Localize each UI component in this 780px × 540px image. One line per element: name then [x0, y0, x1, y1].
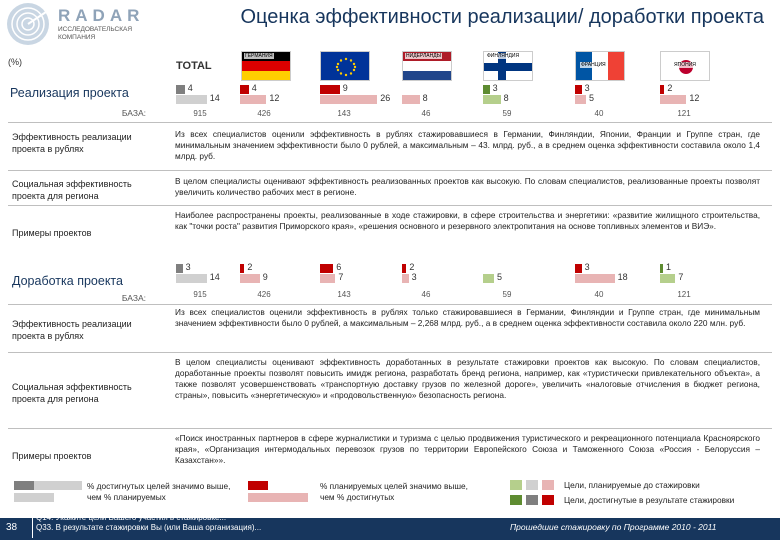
bar-label-planned: 14	[209, 272, 220, 282]
bar-label-achieved: 2	[409, 262, 415, 272]
row-text: В целом специалисты оценивают эффективность доработанных в результате стажировки проектов как высокую. По словам специалистов, доработанные проекты позволят повысить имидж региона, разработать бренд региона, например, как «туристически привлекательного объекта», а также позволят усовершенствовать «транспортную доставку грузов по железной дороге», увеличить «налоговые отчисления в бюджет региона, страны», повысить «энергетическую» и «продовольственную» безопасность региона.	[175, 357, 760, 400]
japan-flag-icon	[660, 51, 710, 81]
flag-label: ЯПОНИЯ	[674, 62, 696, 68]
divider	[8, 352, 772, 353]
bar-label-planned: 5	[589, 93, 595, 103]
bar-planned	[176, 274, 207, 283]
legend-item-3: Цели, планируемые до стажировки	[564, 480, 700, 490]
germany-flag-icon	[241, 51, 291, 81]
bar-planned	[240, 274, 260, 283]
bar-label-achieved: 6	[336, 262, 342, 272]
bar-planned	[402, 274, 409, 283]
bar-achieved	[660, 85, 664, 94]
base-label: БАЗА:	[121, 108, 146, 118]
logo-subtitle: ИССЛЕДОВАТЕЛЬСКАЯ КОМПАНИЯ	[58, 26, 133, 41]
divider	[8, 428, 772, 429]
row-label: Эффективность реализации проекта в рублях	[12, 132, 132, 154]
bar-planned	[402, 95, 420, 104]
divider	[8, 304, 772, 305]
divider	[8, 170, 772, 171]
base-value: 40	[594, 109, 604, 118]
page-number: 38	[6, 522, 18, 533]
bar-achieved	[176, 264, 183, 273]
bar-achieved	[402, 264, 406, 273]
bar-label-planned: 12	[689, 93, 700, 103]
row-text: «Поиск иностранных партнеров в сфере журналистики и туризма с целью продвижения туристического и рекреационного потенциала Красноярского края», «Организация интермодальных перевозок грузов по территории Европейского Союза и Таможенного Союза «Россия - Белоруссия – Казахстан»».	[175, 433, 760, 465]
eu-flag-icon	[320, 51, 370, 81]
flag-label: ГЕРМАНИЯ	[245, 53, 273, 59]
row-label: Примеры проектов	[12, 228, 92, 238]
row-text: Из всех специалистов оценили эффективность в рублях только стажировавшиеся в Германии, Финляндии и Группе стран, где минимальным значением эффективности было 0 рублей, а максимальным – 2,268 млрд. руб., а в среднем оценка эффективности составила около 220 млн. руб.	[175, 307, 760, 328]
divider	[8, 122, 772, 123]
legend-swatch-gray	[14, 481, 82, 490]
bar-label-planned: 7	[678, 272, 684, 282]
bar-label-planned: 12	[269, 93, 280, 103]
base-value: 915	[193, 109, 207, 118]
bar-planned	[320, 95, 377, 104]
base-value: 426	[257, 290, 271, 299]
flag-label: НИДЕРЛАНДЫ	[406, 53, 442, 59]
base-value: 143	[337, 109, 351, 118]
flag-label: ФРАНЦИЯ	[581, 62, 606, 68]
bar-achieved	[240, 264, 244, 273]
legend-item-1: % достигнутых целей значимо выше, чем % планируемых	[87, 481, 231, 502]
bar-label-achieved: 4	[251, 83, 257, 93]
legend-item-4: Цели, достигнутые в результате стажировки	[564, 495, 735, 505]
finland-flag-icon	[483, 51, 533, 81]
bar-planned	[240, 95, 266, 104]
divider	[8, 205, 772, 206]
bar-achieved	[320, 85, 340, 94]
bar-planned	[176, 95, 207, 104]
bar-achieved	[483, 85, 490, 94]
implementation-section-title: Реализация проекта	[10, 86, 129, 100]
base-value: 40	[594, 290, 604, 299]
bar-label-planned: 5	[497, 272, 503, 282]
bar-label-planned: 9	[262, 272, 268, 282]
legend-swatch-gray-2	[14, 493, 82, 502]
bar-label-achieved: 4	[187, 83, 193, 93]
base-value: 121	[677, 290, 691, 299]
bar-label-planned: 8	[422, 93, 428, 103]
bar-label-planned: 3	[411, 272, 417, 282]
bar-planned	[320, 274, 335, 283]
row-text: Наиболее распространены проекты, реализованные в ходе стажировки, в сфере строительства и энергетики: «развитие жилищного строительства, как "точки роста" развития Приморского края», «решения основного и резервного электропитания на основе топливных элементов и ВИЭ».	[175, 210, 760, 231]
legend-swatch-red-2	[248, 493, 316, 502]
bar-achieved	[660, 264, 663, 273]
legend-swatch-planned	[510, 480, 558, 490]
france-flag-icon	[575, 51, 625, 81]
bar-planned	[660, 95, 686, 104]
row-text: В целом специалисты оценивают эффективность реализованных проектов как высокую. По словам специалистов, реализованные проекты позволят увеличить количество рабочих мест в регионе.	[175, 176, 760, 197]
company-logo	[6, 2, 166, 46]
bar-achieved	[240, 85, 249, 94]
row-label: Примеры проектов	[12, 451, 92, 461]
base-value: 59	[502, 290, 512, 299]
units-label: (%)	[8, 57, 22, 67]
row-label: Социальная эффективность проекта для региона	[12, 179, 132, 201]
radar-logo-icon	[6, 2, 50, 46]
bar-label-achieved: 3	[584, 262, 590, 272]
bar-planned	[575, 95, 586, 104]
footer-question-1: Q14. Укажите цели Вашего участия в стажировке...	[36, 513, 227, 522]
bar-label-achieved: 1	[666, 262, 672, 272]
page-title: Оценка эффективности реализации/ доработки проекта	[240, 6, 764, 28]
bar-label-achieved: 9	[342, 83, 348, 93]
row-label: Социальная эффективность проекта для региона	[12, 382, 132, 404]
legend-swatch-achieved	[510, 495, 558, 505]
bar-planned	[575, 274, 615, 283]
bar-label-achieved: 3	[492, 83, 498, 93]
legend-item-2: % планируемых целей значимо выше, чем % достигнутых	[320, 481, 468, 502]
bar-achieved	[575, 85, 582, 94]
bar-label-planned: 14	[209, 93, 220, 103]
base-label: БАЗА:	[121, 293, 146, 303]
bar-planned	[483, 95, 501, 104]
base-value: 46	[421, 109, 431, 118]
bar-label-achieved: 3	[584, 83, 590, 93]
footer-question-2: Q33. В результате стажировки Вы (или Ваша организация)...	[36, 523, 262, 532]
bar-label-planned: 7	[338, 272, 344, 282]
bar-planned	[483, 274, 494, 283]
bar-achieved	[320, 264, 333, 273]
base-value: 59	[502, 109, 512, 118]
base-value: 143	[337, 290, 351, 299]
revision-section-title: Доработка проекта	[12, 274, 123, 288]
flag-label: ФИНЛЯНДИЯ	[487, 53, 520, 59]
bar-label-achieved: 2	[667, 83, 673, 93]
bar-achieved	[176, 85, 185, 94]
base-value: 121	[677, 109, 691, 118]
base-value: 426	[257, 109, 271, 118]
total-label: TOTAL	[176, 60, 212, 72]
bar-label-planned: 18	[617, 272, 628, 282]
legend-swatch-red	[248, 481, 316, 490]
row-text: Из всех специалистов оценили эффективность в рублях стажировавшиеся в Германии, Финляндии, Японии, Франции и Группе стран, где минимальным значением эффективности было 0 рублей, а максимальным – 43. млрд. руб., а в среднем оценка эффективности составила около 1,4 млрд. руб.	[175, 129, 760, 161]
logo-wordmark: RADAR	[58, 6, 145, 25]
footer-program-label: Прошедшие стажировку по Программе 2010 - 2011	[510, 522, 717, 532]
base-value: 46	[421, 290, 431, 299]
bar-label-achieved: 2	[247, 262, 253, 272]
bar-label-achieved: 3	[185, 262, 191, 272]
bar-label-planned: 26	[380, 93, 391, 103]
bar-planned	[660, 274, 675, 283]
divider	[32, 512, 33, 538]
row-label: Эффективность реализации проекта в рублях	[12, 319, 132, 341]
bar-achieved	[575, 264, 582, 273]
bar-label-planned: 8	[503, 93, 509, 103]
base-value: 915	[193, 290, 207, 299]
netherlands-flag-icon	[402, 51, 452, 81]
